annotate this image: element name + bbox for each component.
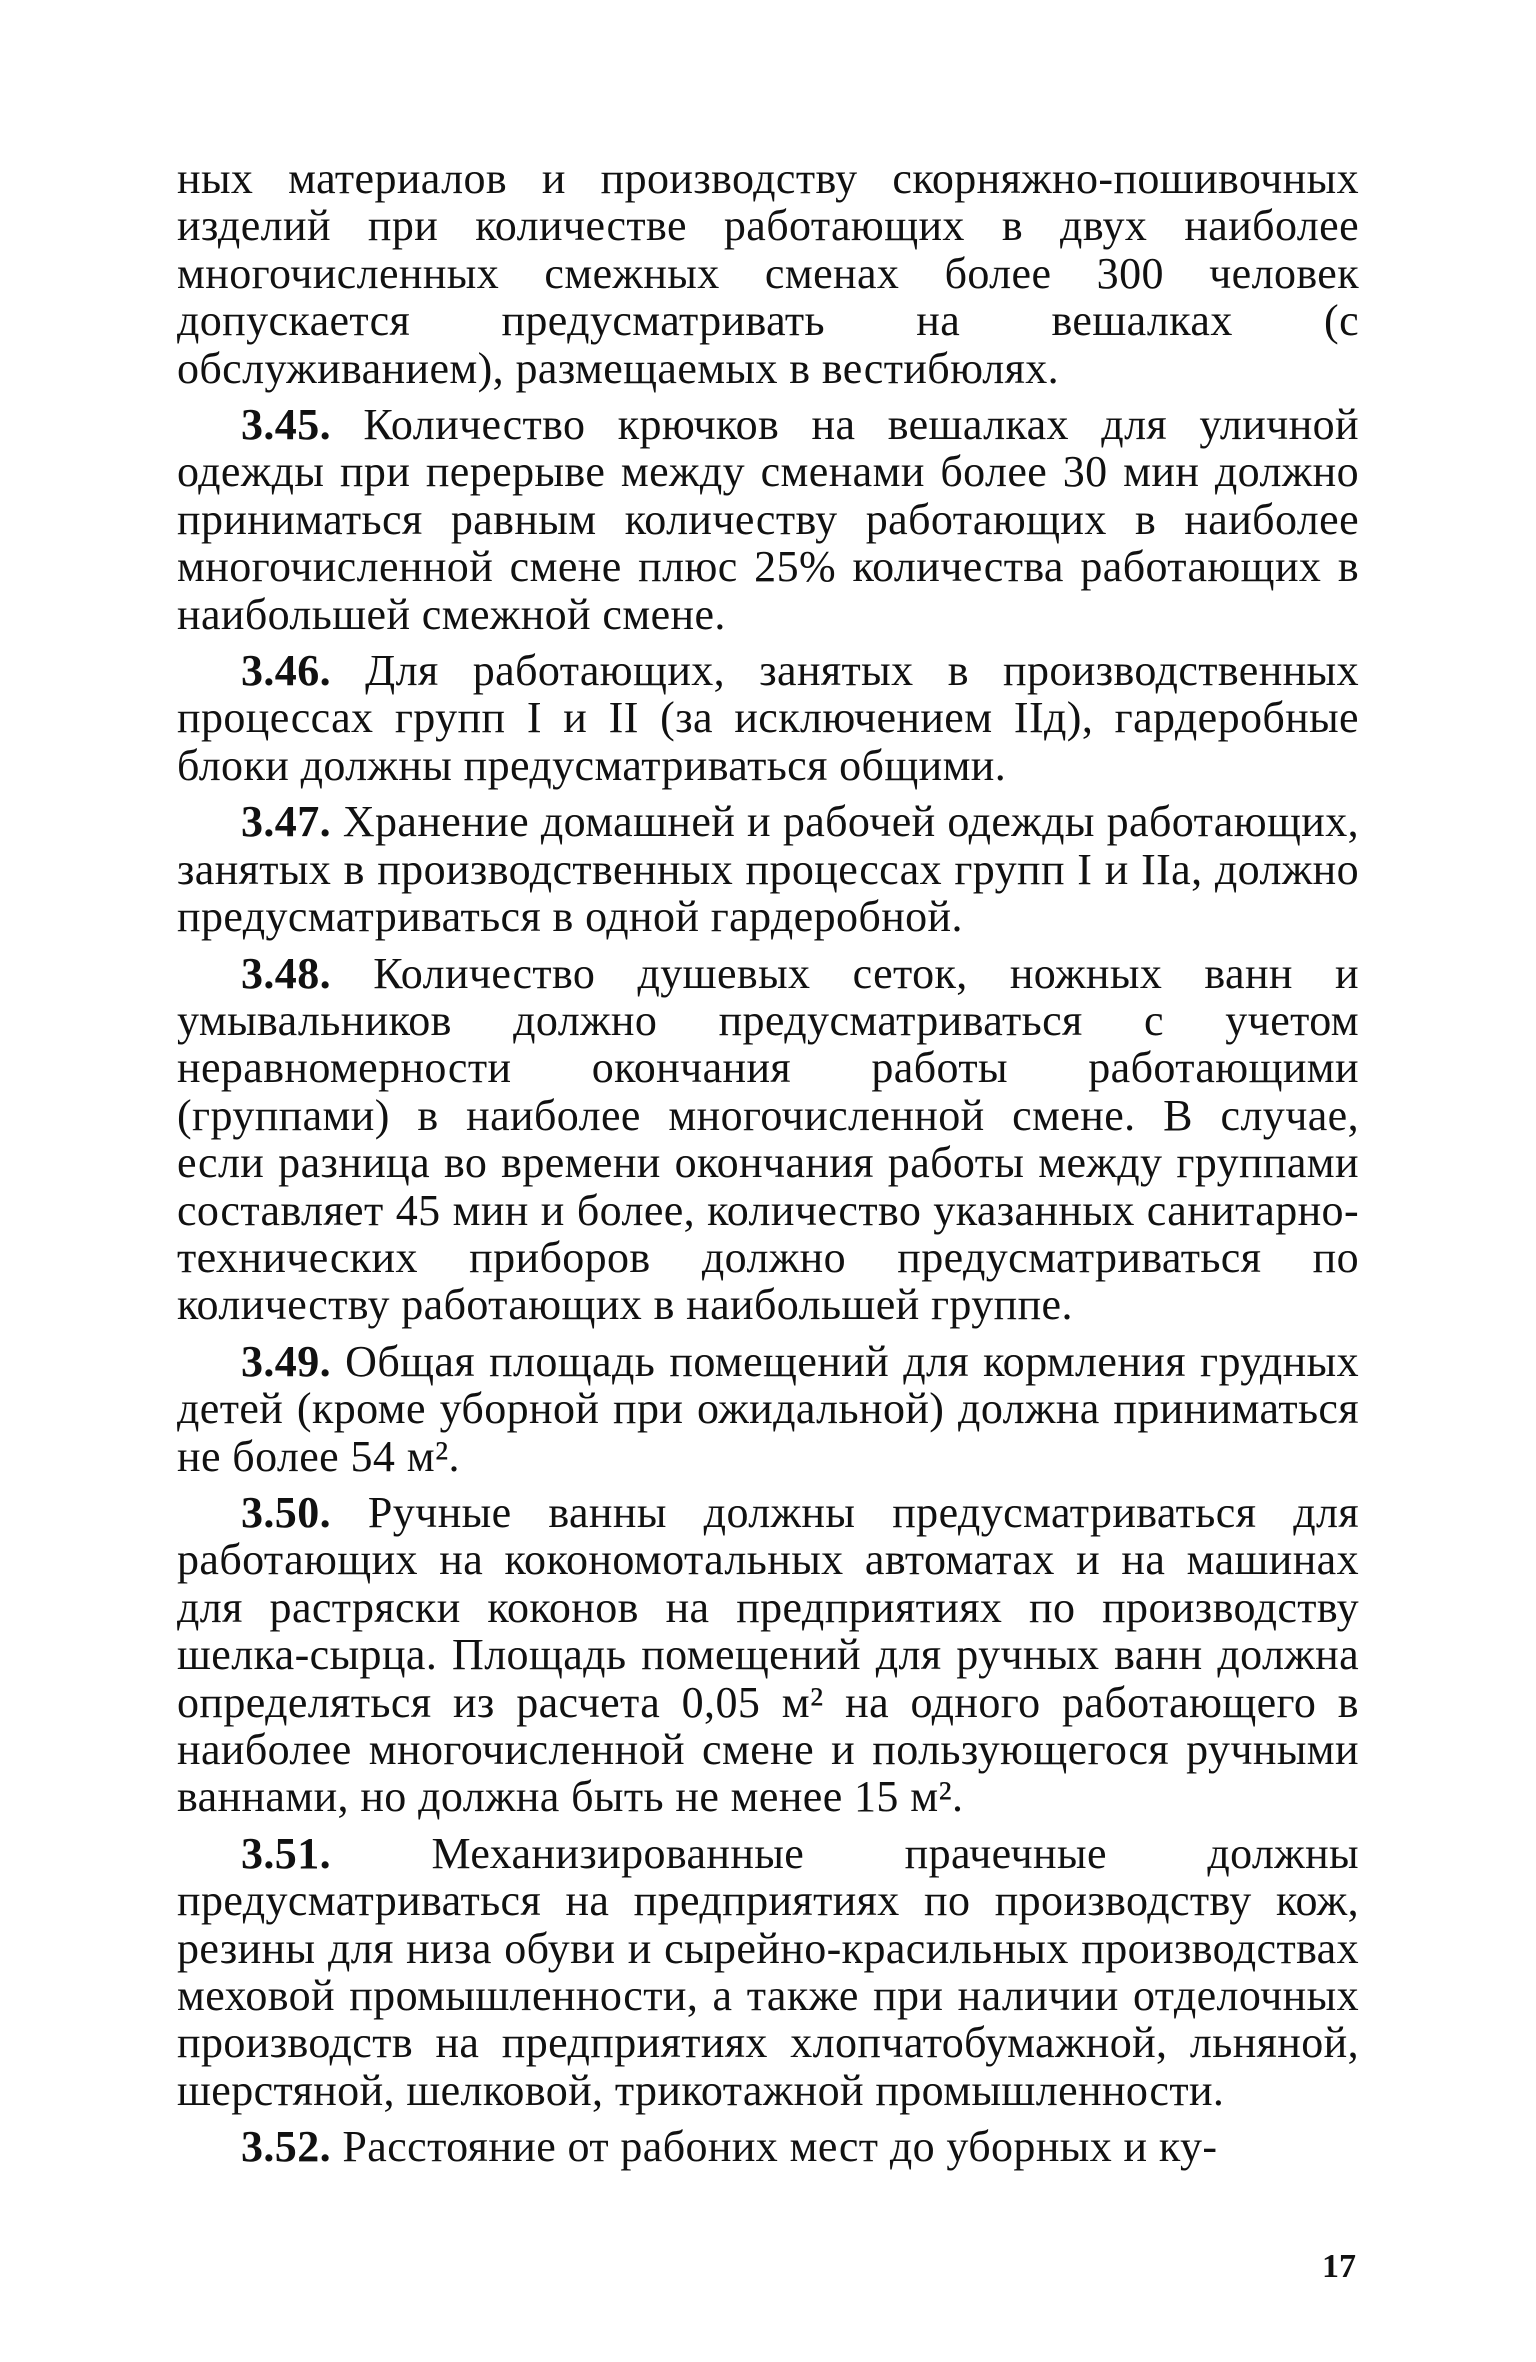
paragraph-3-45 [177, 401, 1359, 638]
paragraph-number: 3.52. [241, 2122, 331, 2172]
paragraph-text: Механизированные прачечные должны предусматриваться на предприятиях по производству кож, резины для низа обуви и сырейно-красильных производствах меховой промышленности, а также при наличии отделочных производств на предприятиях хлопчатобумажной, льняной, шерстяной, шелковой, трикотажной промышленности. [177, 1828, 1359, 2115]
paragraph-number: 3.47. [241, 797, 331, 847]
paragraph-text: Хранение домашней и рабочей одежды работающих, занятых в производственных процессах групп I и IIа, должно предусматриваться в одной гардеробной. [177, 797, 1359, 942]
paragraph-3-50 [177, 1489, 1359, 1821]
paragraph-text: Количество душевых сеток, ножных ванн и умывальников должно предусматриваться с учетом неравномерности окончания работы работающими (группами) в наиболее многочисленной смене. В случае, если разница во времени окончания работы между группами составляет 45 мин и более, количество указанных санитарно-технических приборов должно предусматриваться по количеству работающих в наибольшей группе. [177, 948, 1360, 1330]
paragraph-text: ных материалов и производству скорняжно-пошивочных изделий при количестве работающих в двух наиболее многочисленных смежных сменах более 300 человек допускается предусматривать на вешалках (с обслуживанием), размещаемых в вестибюлях. [177, 154, 1359, 393]
paragraph-3-48 [177, 950, 1359, 1329]
paragraph-3-51 [177, 1830, 1359, 2114]
paragraph-number: 3.46. [241, 646, 331, 696]
paragraph-number: 3.48. [241, 948, 331, 998]
paragraph-number: 3.50. [241, 1487, 331, 1537]
paragraph-number: 3.51. [241, 1828, 331, 1878]
paragraph-continuation [177, 155, 1359, 392]
document-body [177, 155, 1359, 2180]
paragraph-3-46 [177, 647, 1359, 789]
paragraph-3-47 [177, 798, 1359, 940]
paragraph-text: Количество крючков на вешалках для уличной одежды при перерыве между сменами более 30 мин должно приниматься равным количеству работающих в наиболее многочисленной смене плюс 25% количества работающих в наибольшей смежной смене. [177, 400, 1359, 639]
paragraph-text: Общая площадь помещений для кормления грудных детей (кроме уборной при ожидальной) должна приниматься не более 54 м². [177, 1336, 1359, 1481]
paragraph-text: Расстояние от рабоних мест до уборных и ку- [342, 2122, 1218, 2172]
paragraph-number: 3.49. [241, 1336, 331, 1386]
paragraph-3-52 [177, 2123, 1359, 2170]
page-number: 17 [1322, 2248, 1356, 2285]
paragraph-number: 3.45. [241, 400, 331, 450]
paragraph-text: Для работающих, занятых в производственных процессах групп I и II (за исключением IIд), гардеробные блоки должны предусматриваться общими. [177, 646, 1359, 790]
paragraph-text: Ручные ванны должны предусматриваться для работающих на кокономотальных автоматах и на машинах для растряски коконов на предприятиях по производству шелка-сырца. Площадь помещений для ручных ванн должна определяться из расчета 0,05 м² на одного работающего в наиболее многочисленной смене и пользующегося ручными ваннами, но должна быть не менее 15 м². [177, 1487, 1359, 1822]
paragraph-3-49 [177, 1338, 1359, 1480]
